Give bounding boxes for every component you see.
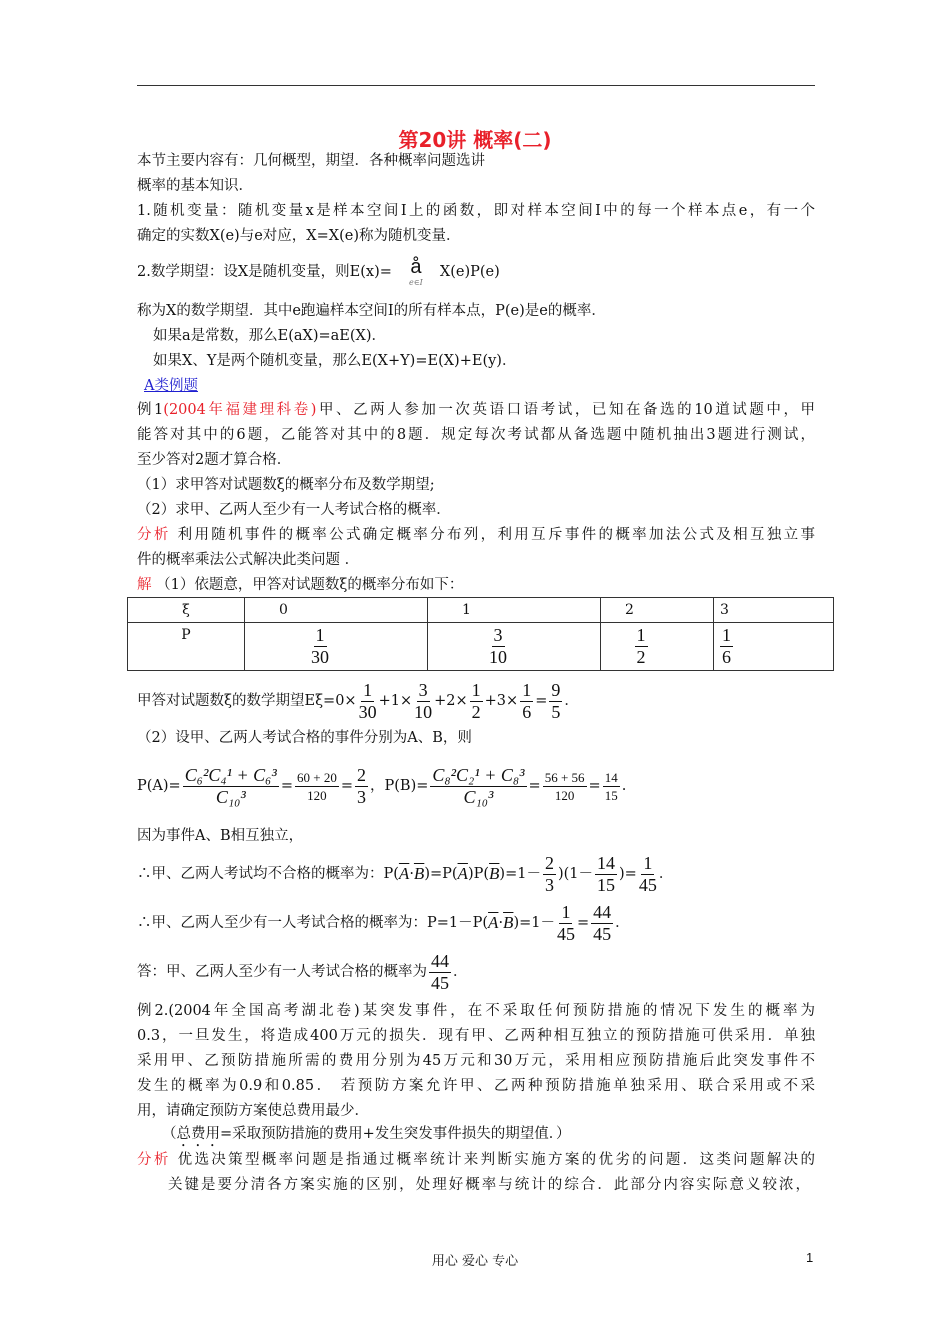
a-bar: $\overline{A}$ [398,864,410,883]
denominator: 6 [522,701,532,722]
both-fail-calc [137,851,815,897]
numerator: 1 [471,679,481,700]
answer-line [137,949,815,995]
answer-text: 答：甲、乙两人至少有一人考试合格的概率为 [137,964,427,980]
denominator: C₁₀³ [215,786,246,807]
formula-text: )= [619,866,637,882]
equals: = [280,778,293,794]
pb-label: P(B)= [384,778,429,794]
fraction [720,625,733,668]
example-2-line-3: 采用甲、乙预防措施所需的费用分别为45万元和30万元，采用相应预防措施后此突发事件不 [137,1053,815,1069]
example-2-line-2: 0.3，一旦发生，将造成400万元的损失．现有甲、乙两种相互独立的预防措施可供采用．单独 [137,1028,815,1044]
intro-line: 本节主要内容有：几何概型，期望．各种概率问题选讲 [137,153,485,169]
fraction [355,765,368,808]
solution-label: 解 [137,577,152,593]
denominator: 30 [311,647,329,667]
analysis-label: 分析 [137,527,171,543]
numerator: 1 [315,625,325,645]
fraction [543,769,587,804]
example-1-label: 例1 [137,402,164,418]
note-text: =采取预防措施的费用+发生突发事件损失的期望值．） [220,1126,571,1142]
fraction [639,853,657,896]
period: ． [453,964,468,980]
note-emphasis: 总费用 [176,1126,220,1142]
section-heading-wrap [144,376,244,396]
expectation-text: 甲答对试题数ξ的数学期望Eξ=0× [137,693,357,709]
example-1-source: (2004年福建理科卷) [163,402,317,418]
fraction [311,625,329,668]
numerator: 44 [431,950,449,971]
equals: = [588,778,601,794]
analysis-text: 利用随机事件的概率公式确定概率分布列，利用互斥事件的概率加法公式及相互独立事 [170,527,815,543]
header-rule [137,85,815,86]
at-least-one-calc [137,900,815,946]
sum-block [396,256,436,288]
question-2: （2）求甲、乙两人至少有一人考试合格的概率． [137,502,451,518]
numerator: 1 [722,625,731,645]
table-header-cell: 0 [245,598,428,623]
numerator: 3 [493,625,503,645]
table-cell [245,623,428,671]
denominator: 45 [593,923,612,944]
operator: +1× [378,693,413,709]
fraction [359,680,377,723]
fraction [520,680,533,723]
numerator: 1 [363,679,373,700]
numerator: 1 [636,625,646,645]
table-row [128,598,834,623]
denominator: 45 [638,874,657,895]
numerator: C₈²C₂¹ + C₈³ [432,764,525,785]
fraction [635,625,648,668]
denominator: 10 [489,647,507,667]
fraction [591,902,613,945]
formula-text: )=1－ [499,866,541,882]
expectation-def-formula: X(e)P(e) [439,264,500,280]
denominator: 120 [307,787,327,803]
page-number: 1 [806,1250,814,1265]
period: . [621,778,627,794]
denominator: 3 [544,874,554,895]
denominator: 5 [551,701,561,722]
formula-text: )(1－ [557,866,593,882]
example-2-note [162,1124,762,1150]
random-variable-def: 1.随机变量：随机变量x是样本空间I上的函数，即对样本空间I中的每一个样本点e，有一个 [137,203,815,219]
analysis-1 [137,525,815,545]
table-cell [601,623,714,671]
numerator: 14 [604,769,618,785]
fraction [557,902,575,945]
fraction [470,680,483,723]
pa-pb-formulas [137,760,815,812]
denominator: 15 [597,874,615,895]
numerator: 1 [561,901,571,922]
at-least-text: ∴甲、乙两人至少有一人考试合格的概率为：P=1－P( [137,915,489,931]
denominator: 120 [554,787,575,803]
table-cell [714,623,834,671]
numerator: 2 [357,764,366,785]
table-header-cell: 1 [428,598,601,623]
b-bar: $\overline{B}$ [503,913,514,932]
expectation-def-cont: 称为X的数学期望．其中e跑遍样本空间I的所有样本点，P(e)是e的概率． [137,303,606,319]
page-title: 第20讲 概率(二) [398,128,552,152]
operator: +2× [434,693,468,709]
analysis-label: 分析 [137,1152,171,1168]
fraction [603,769,620,804]
expectation-def [137,254,815,290]
analysis-2 [137,1150,815,1170]
example-1-line-2: 能答对其中的6题，乙能答对其中的8题．规定每次考试都从备选题中随机抽出3题进行测试， [137,427,815,443]
both-fail-text: ∴甲、乙两人考试均不合格的概率为：P( [137,866,399,882]
table-header-cell: 2 [601,598,714,623]
denominator: 45 [556,923,575,944]
independence-statement: 因为事件A、B相互独立， [137,828,304,844]
denominator: 30 [358,701,377,722]
denominator: 2 [471,701,481,722]
fraction [295,769,339,804]
equals: = [528,778,541,794]
numerator: 60 + 20 [297,769,337,785]
denominator: 15 [604,787,618,803]
note-paren: （ [162,1126,177,1142]
example-1-line-1 [137,400,815,420]
numerator: 1 [643,852,653,873]
part-2-intro: （2）设甲、乙两人考试合格的事件分别为A、B，则 [137,730,472,746]
denominator: 2 [636,647,646,667]
property-1: 如果a是常数，那么E(aX)=aE(X)． [153,328,387,344]
table-cell [428,623,601,671]
example-2-line-1: 例2.(2004年全国高考湖北卷)某突发事件，在不采取任何预防措施的情况下发生的概率为 [137,1003,815,1019]
numerator: C₆²C₄¹ + C₆³ [184,764,277,785]
dot-operator: · [498,915,504,931]
b-bar: $\overline{B}$ [489,864,500,883]
equals: = [576,915,590,931]
page-footer: 用心 爱心 专心 [431,1254,519,1269]
question-1: （1）求甲答对试题数ξ的概率分布及数学期望; [137,477,435,493]
expectation-def-text: 2.数学期望：设X是随机变量，则E(x)= [137,264,392,280]
solution-1 [137,575,815,595]
operator: = [535,693,548,709]
fraction [543,853,556,896]
a-bar: $\overline{A}$ [457,864,468,883]
period: ． [564,693,579,709]
solution-text: （1）依题意，甲答对试题数ξ的概率分布如下： [151,577,464,593]
random-variable-def-cont: 确定的实数X(e)与e对应，X=X(e)称为随机变量． [137,228,461,244]
fraction [183,765,279,808]
table-row-label: P [128,623,245,671]
expectation-calc [137,678,815,724]
fraction [489,625,507,668]
dot-operator: · [409,866,414,882]
numerator: 14 [597,852,615,873]
formula-text: )=1－ [513,915,555,931]
analysis-text: 优选决策型概率问题是指通过概率统计来判断实施方案的优劣的问题．这类问题解决的 [170,1152,815,1168]
table-header-cell: ξ [128,598,245,623]
fraction [429,951,451,994]
example-2-line-4: 发生的概率为0.9和0.85． 若预防方案允许甲、乙两种预防措施单独采用、联合采用或不采 [137,1078,815,1094]
denominator: 10 [414,701,433,722]
denominator: 45 [431,972,449,993]
numerator: 1 [522,679,532,700]
a-bar: $\overline{A}$ [488,913,499,932]
analysis-2-cont: 关键是要分清各方案实施的区别，处理好概率与统计的综合．此部分内容实际意义较浓， [168,1177,810,1193]
fraction [414,680,432,723]
numerator: 3 [418,679,428,700]
denominator: 6 [722,647,731,667]
table-row [128,623,834,671]
denominator: C₁₀³ [463,786,494,807]
fraction [430,765,526,808]
fraction [549,680,562,723]
example-2-line-5: 用，请确定预防方案使总费用最少． [137,1103,369,1119]
pa-label: P(A)= [137,778,181,794]
example-1-text: 甲、乙两人参加一次英语口语考试，已知在备选的10道试题中，甲 [316,402,816,418]
fraction [595,853,617,896]
sum-subscript: e∈I [408,278,423,287]
b-bar: $\overline{B}$ [413,864,425,883]
numerator: 9 [551,679,561,700]
period: ． [615,915,630,931]
distribution-table [127,597,834,671]
numerator: 44 [593,901,612,922]
numerator: 56 + 56 [544,769,585,785]
formula-text: )P( [467,866,490,882]
period: ． [658,866,674,882]
operator: +3× [484,693,519,709]
section-link-a-examples[interactable]: A类例题 [144,378,198,394]
sum-symbol: å [410,256,422,278]
separator: ， [370,778,385,794]
equals: = [340,778,353,794]
table-header-cell: 3 [714,598,834,623]
denominator: 3 [357,786,366,807]
formula-text: )=P( [424,866,458,882]
numerator: 2 [544,852,554,873]
analysis-1-cont: 件的概率乘法公式解决此类问题 ． [137,552,360,568]
example-1-line-3: 至少答对2题才算合格． [137,452,292,468]
property-2: 如果X、Y是两个随机变量，那么E(X+Y)=E(X)+E(y)． [153,353,517,369]
basics-heading: 概率的基本知识． [137,178,253,194]
